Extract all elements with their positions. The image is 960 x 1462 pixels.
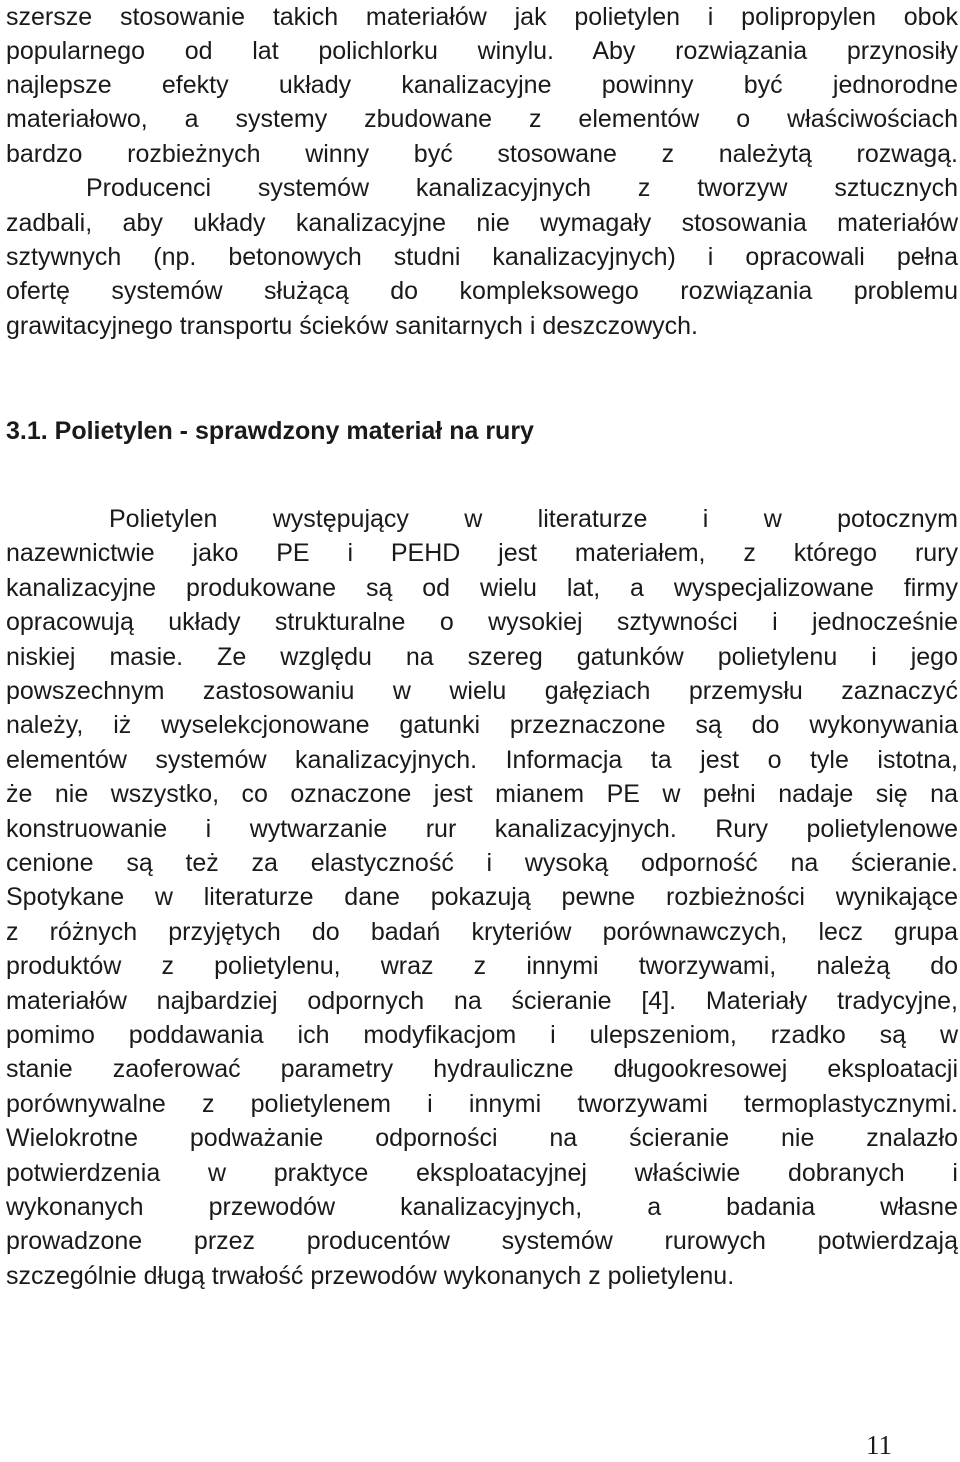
text-line: konstruowanie i wytwarzanie rur kanalizacyjnych. Rury polietylenowe	[6, 815, 958, 843]
text-line: powszechnym zastosowaniu w wielu gałęziach przemysłu zaznaczyć	[6, 677, 958, 705]
text-line: Producenci systemów kanalizacyjnych z tworzyw sztucznych	[86, 174, 958, 202]
section-heading: 3.1. Polietylen - sprawdzony materiał na rury	[6, 417, 534, 445]
text-line: ofertę systemów służącą do kompleksowego rozwiązania problemu	[6, 277, 958, 305]
text-line: wykonanych przewodów kanalizacyjnych, a badania własne	[6, 1193, 958, 1221]
text-line: kanalizacyjne produkowane są od wielu lat, a wyspecjalizowane firmy	[6, 574, 958, 602]
text-line: grawitacyjnego transportu ścieków sanitarnych i deszczowych.	[6, 312, 698, 340]
text-line: produktów z polietylenu, wraz z innymi tworzywami, należą do	[6, 952, 958, 980]
text-line: należy, iż wyselekcjonowane gatunki przeznaczone są do wykonywania	[6, 711, 958, 739]
text-line: Spotykane w literaturze dane pokazują pewne rozbieżności wynikające	[6, 883, 958, 911]
text-line: że nie wszystko, co oznaczone jest mianem PE w pełni nadaje się na	[6, 780, 958, 808]
text-line: niskiej masie. Ze względu na szereg gatunków polietylenu i jego	[6, 643, 958, 671]
text-line: opracowują układy strukturalne o wysokiej sztywności i jednocześnie	[6, 608, 958, 636]
text-line: popularnego od lat polichlorku winylu. Aby rozwiązania przynosiły	[6, 37, 958, 65]
text-line: najlepsze efekty układy kanalizacyjne powinny być jednorodne	[6, 71, 958, 99]
text-line: nazewnictwie jako PE i PEHD jest materiałem, z którego rury	[6, 539, 958, 567]
text-line: stanie zaoferować parametry hydrauliczne długookresowej eksploatacji	[6, 1055, 958, 1083]
text-line: szczególnie długą trwałość przewodów wykonanych z polietylenu.	[6, 1262, 735, 1290]
text-line: zadbali, aby układy kanalizacyjne nie wymagały stosowania materiałów	[6, 209, 958, 237]
text-line: prowadzone przez producentów systemów rurowych potwierdzają	[6, 1227, 958, 1255]
text-line: cenione są też za elastyczność i wysoką odporność na ścieranie.	[6, 849, 958, 877]
text-line: Polietylen występujący w literaturze i w potocznym	[109, 505, 958, 533]
text-line: Wielokrotne podważanie odporności na ścieranie nie znalazło	[6, 1124, 958, 1152]
page-number: 11	[866, 1430, 892, 1460]
text-line: materiałowo, a systemy zbudowane z elementów o właściwościach	[6, 105, 958, 133]
text-line: pomimo poddawania ich modyfikacjom i ulepszeniom, rzadko są w	[6, 1021, 958, 1049]
text-line: materiałów najbardziej odpornych na ścieranie [4]. Materiały tradycyjne,	[6, 987, 958, 1015]
text-line: bardzo rozbieżnych winny być stosowane z należytą rozwagą.	[6, 140, 958, 168]
text-line: elementów systemów kanalizacyjnych. Informacja ta jest o tyle istotna,	[6, 746, 958, 774]
text-line: potwierdzenia w praktyce eksploatacyjnej właściwie dobranych i	[6, 1159, 958, 1187]
text-line: porównywalne z polietylenem i innymi tworzywami termoplastycznymi.	[6, 1090, 958, 1118]
text-line: z różnych przyjętych do badań kryteriów porównawczych, lecz grupa	[6, 918, 958, 946]
text-line: sztywnych (np. betonowych studni kanalizacyjnych) i opracowali pełna	[6, 243, 958, 271]
text-line: szersze stosowanie takich materiałów jak polietylen i polipropylen obok	[6, 3, 958, 31]
